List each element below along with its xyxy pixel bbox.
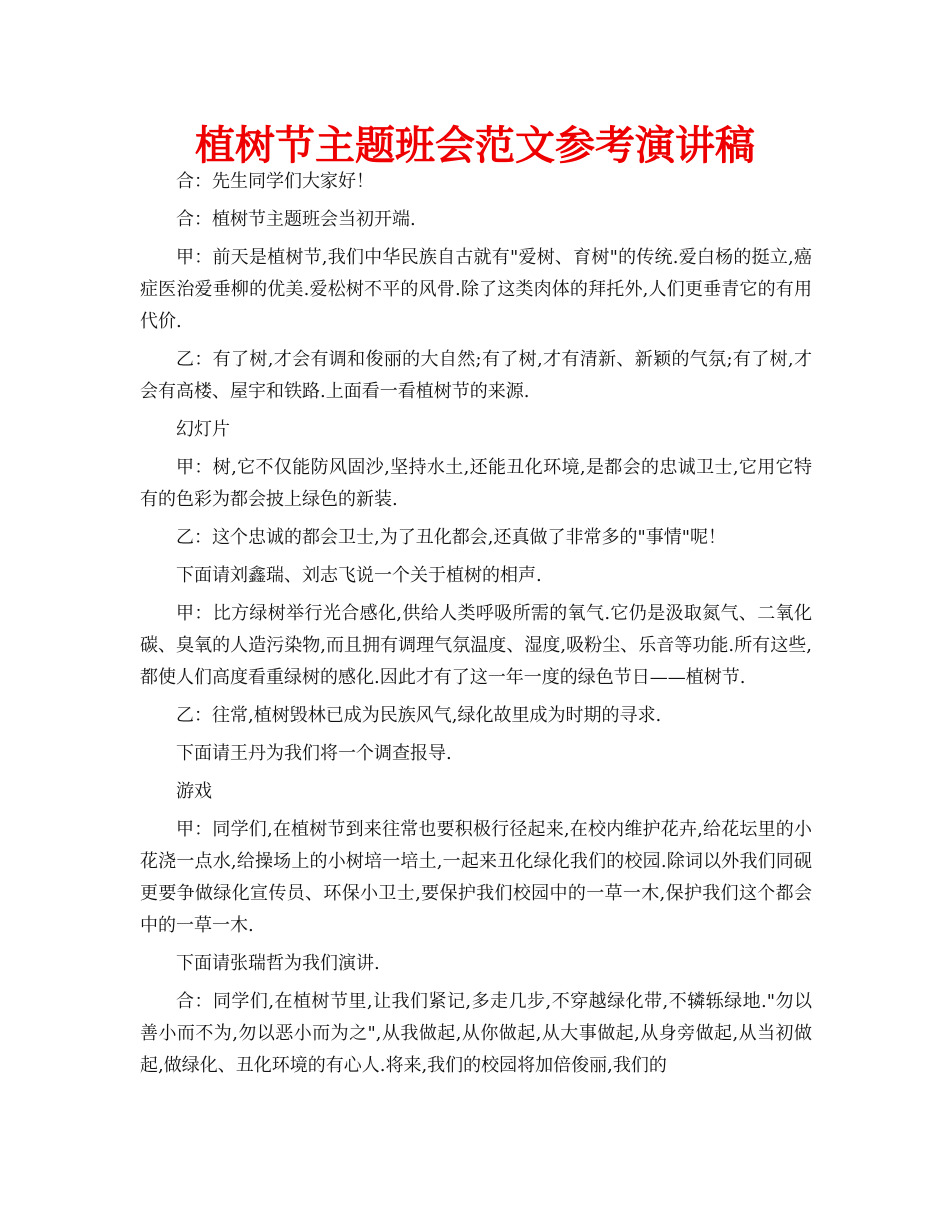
paragraph: 乙：这个忠诚的都会卫士,为了丑化都会,还真做了非常多的"事情"呢！ (176, 527, 726, 548)
paragraph: 甲：比方绿树举行光合感化,供给人类呼吸所需的氧气.它仍是汲取氮气、二氧化碳、臭氧的人造污染物,而且拥有调理气氛温度、湿度,吸粉尘、乐音等功能.所有这些,都使人们高度看重绿树的感化.因此才有了这一年一度的绿色节日——植树节. (140, 603, 812, 688)
paragraph: 合：植树节主题班会当初开端. (176, 209, 416, 230)
paragraph: 乙：有了树,才会有调和俊丽的大自然;有了树,才有清新、新颖的气氛;有了树,才会有高楼、屋宇和铁路.上面看一看植树节的来源. (140, 349, 812, 402)
paragraph: 乙：往常,植树毁林已成为民族风气,绿化故里成为时期的寻求. (176, 705, 662, 726)
paragraph: 合：先生同学们大家好！ (176, 171, 374, 192)
document-body (140, 166, 812, 1088)
paragraph: 合：同学们,在植树节里,让我们紧记,多走几步,不穿越绿化带,不辚轹绿地."勿以善小而不为,勿以恶小而为之",从我做起,从你做起,从大事做起,从身旁做起,从当初做起,做绿化、丑化环境的有心人.将来,我们的校园将加倍俊丽,我们的 (140, 991, 812, 1076)
paragraph: 甲：树,它不仅能防风固沙,坚持水土,还能丑化环境,是都会的忠诚卫士,它用它特有的色彩为都会披上绿色的新装. (140, 457, 812, 510)
paragraph: 游戏 (176, 781, 212, 802)
paragraph: 幻灯片 (176, 419, 230, 440)
paragraph: 甲：同学们,在植树节到来往常也要积极行径起来,在校内维护花卉,给花坛里的小花浇一点水,给操场上的小树培一培土,一起来丑化绿化我们的校园.除词以外我们同砚更要争做绿化宣传员、环保小卫士,要保护我们校园中的一草一木,保护我们这个都会中的一草一木. (140, 819, 812, 936)
paragraph: 下面请刘鑫瑞、刘志飞说一个关于植树的相声. (176, 565, 542, 586)
paragraph: 下面请王丹为我们将一个调查报导. (176, 743, 452, 764)
paragraph: 甲：前天是植树节,我们中华民族自古就有"爱树、育树"的传统.爱白杨的挺立,癌症医治爱垂柳的优美.爱松树不平的风骨.除了这类肉体的拜托外,人们更垂青它的有用代价. (140, 247, 812, 332)
paragraph: 下面请张瑞哲为我们演讲. (176, 953, 380, 974)
document-title: 植树节主题班会范文参考演讲稿 (195, 123, 755, 169)
